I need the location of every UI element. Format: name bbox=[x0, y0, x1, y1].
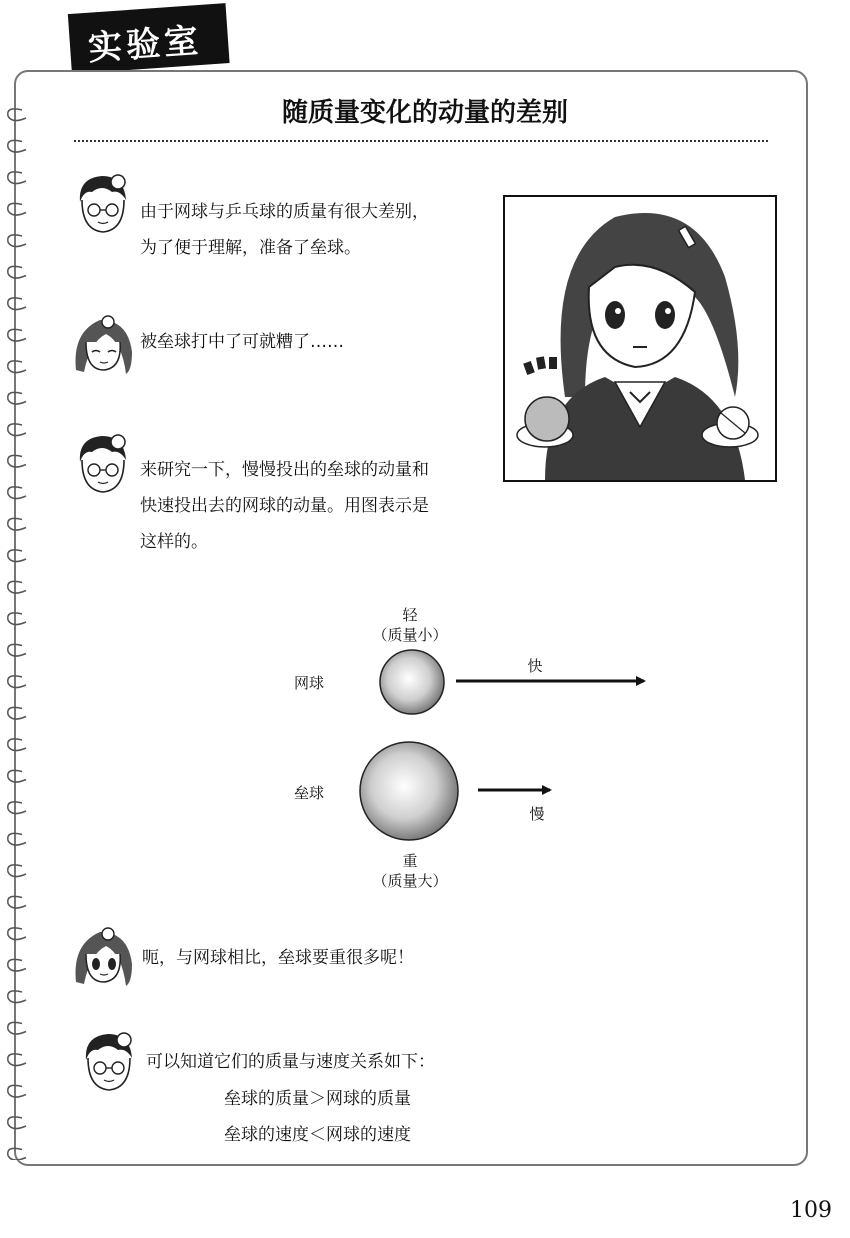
spiral-ring bbox=[8, 1085, 26, 1097]
dialogue-3 bbox=[140, 452, 490, 560]
dialogue-1 bbox=[140, 194, 490, 266]
dialogue-4 bbox=[142, 940, 482, 976]
tennis-weight-label: 轻 bbox=[402, 606, 418, 624]
girl-holding-balls-illustration bbox=[505, 197, 775, 480]
spiral-ring bbox=[8, 1148, 26, 1160]
title-divider bbox=[74, 140, 768, 142]
spiral-ring bbox=[8, 329, 26, 341]
dialogue-5-line-1: 可以知道它们的质量与速度关系如下： bbox=[146, 1052, 435, 1072]
section-tab bbox=[68, 3, 230, 74]
tennis-name-label: 网球 bbox=[293, 674, 324, 692]
spiral-ring bbox=[8, 676, 26, 688]
tennis-speed-label: 快 bbox=[527, 657, 543, 675]
spiral-ring bbox=[8, 959, 26, 971]
section-tab-label: 实验室 bbox=[86, 20, 204, 69]
dialogue-1-line-2: 为了便于理解，准备了垒球。 bbox=[140, 238, 361, 258]
softball-name-label: 垒球 bbox=[293, 784, 324, 802]
spiral-ring bbox=[8, 298, 26, 310]
spiral-ring bbox=[8, 203, 26, 215]
girl-avatar-1 bbox=[70, 312, 136, 378]
dialogue-1-line-1: 由于网球与乒乓球的质量有很大差别， bbox=[140, 202, 429, 222]
tennis-mass-label: （质量小） bbox=[372, 626, 448, 644]
spiral-ring bbox=[8, 424, 26, 436]
dialogue-3-line-3: 这样的。 bbox=[140, 532, 208, 552]
dialogue-4-line-1: 呃，与网球相比，垒球要重很多呢！ bbox=[142, 948, 414, 968]
dialogue-5 bbox=[146, 1044, 486, 1080]
spiral-ring bbox=[8, 581, 26, 593]
spiral-ring bbox=[8, 928, 26, 940]
spiral-binding bbox=[0, 90, 50, 1160]
spiral-ring bbox=[8, 361, 26, 373]
spiral-ring bbox=[8, 1022, 26, 1034]
softball-speed-label: 慢 bbox=[529, 805, 545, 823]
dialogue-3-line-2: 快速投出去的网球的动量。用图表示是 bbox=[140, 496, 429, 516]
spiral-ring bbox=[8, 455, 26, 467]
dialogue-2-line-1: 被垒球打中了可就糟了…… bbox=[140, 332, 344, 352]
page-title: 随质量变化的动量的差别 bbox=[281, 98, 568, 128]
spiral-ring bbox=[8, 802, 26, 814]
professor-avatar-1 bbox=[72, 172, 134, 238]
formula-mass: 垒球的质量＞网球的质量 bbox=[224, 1089, 411, 1109]
spiral-ring bbox=[8, 1117, 26, 1129]
spiral-ring bbox=[8, 896, 26, 908]
spiral-ring bbox=[8, 1054, 26, 1066]
spiral-ring bbox=[8, 172, 26, 184]
spiral-ring bbox=[8, 644, 26, 656]
spiral-ring bbox=[8, 865, 26, 877]
spiral-ring bbox=[8, 235, 26, 247]
spiral-ring bbox=[8, 613, 26, 625]
spiral-ring bbox=[8, 392, 26, 404]
dialogue-3-line-1: 来研究一下，慢慢投出的垒球的动量和 bbox=[140, 460, 429, 480]
spiral-ring bbox=[8, 770, 26, 782]
page-number: 109 bbox=[790, 1198, 832, 1223]
manga-panel-illustration bbox=[503, 195, 777, 482]
girl-avatar-2 bbox=[70, 924, 136, 990]
spiral-ring bbox=[8, 140, 26, 152]
professor-avatar-2 bbox=[72, 432, 134, 498]
spiral-ring bbox=[8, 487, 26, 499]
softball-mass-label: （质量大） bbox=[372, 872, 448, 890]
spiral-ring bbox=[8, 707, 26, 719]
spiral-ring bbox=[8, 833, 26, 845]
formula-speed: 垒球的速度＜网球的速度 bbox=[224, 1125, 411, 1145]
softball-weight-label: 重 bbox=[402, 852, 418, 870]
spiral-ring bbox=[8, 518, 26, 530]
spiral-ring bbox=[8, 739, 26, 751]
spiral-ring bbox=[8, 550, 26, 562]
spiral-ring bbox=[8, 991, 26, 1003]
dialogue-2 bbox=[140, 324, 470, 360]
professor-avatar-3 bbox=[78, 1030, 140, 1096]
spiral-ring bbox=[8, 109, 26, 121]
spiral-ring bbox=[8, 266, 26, 278]
